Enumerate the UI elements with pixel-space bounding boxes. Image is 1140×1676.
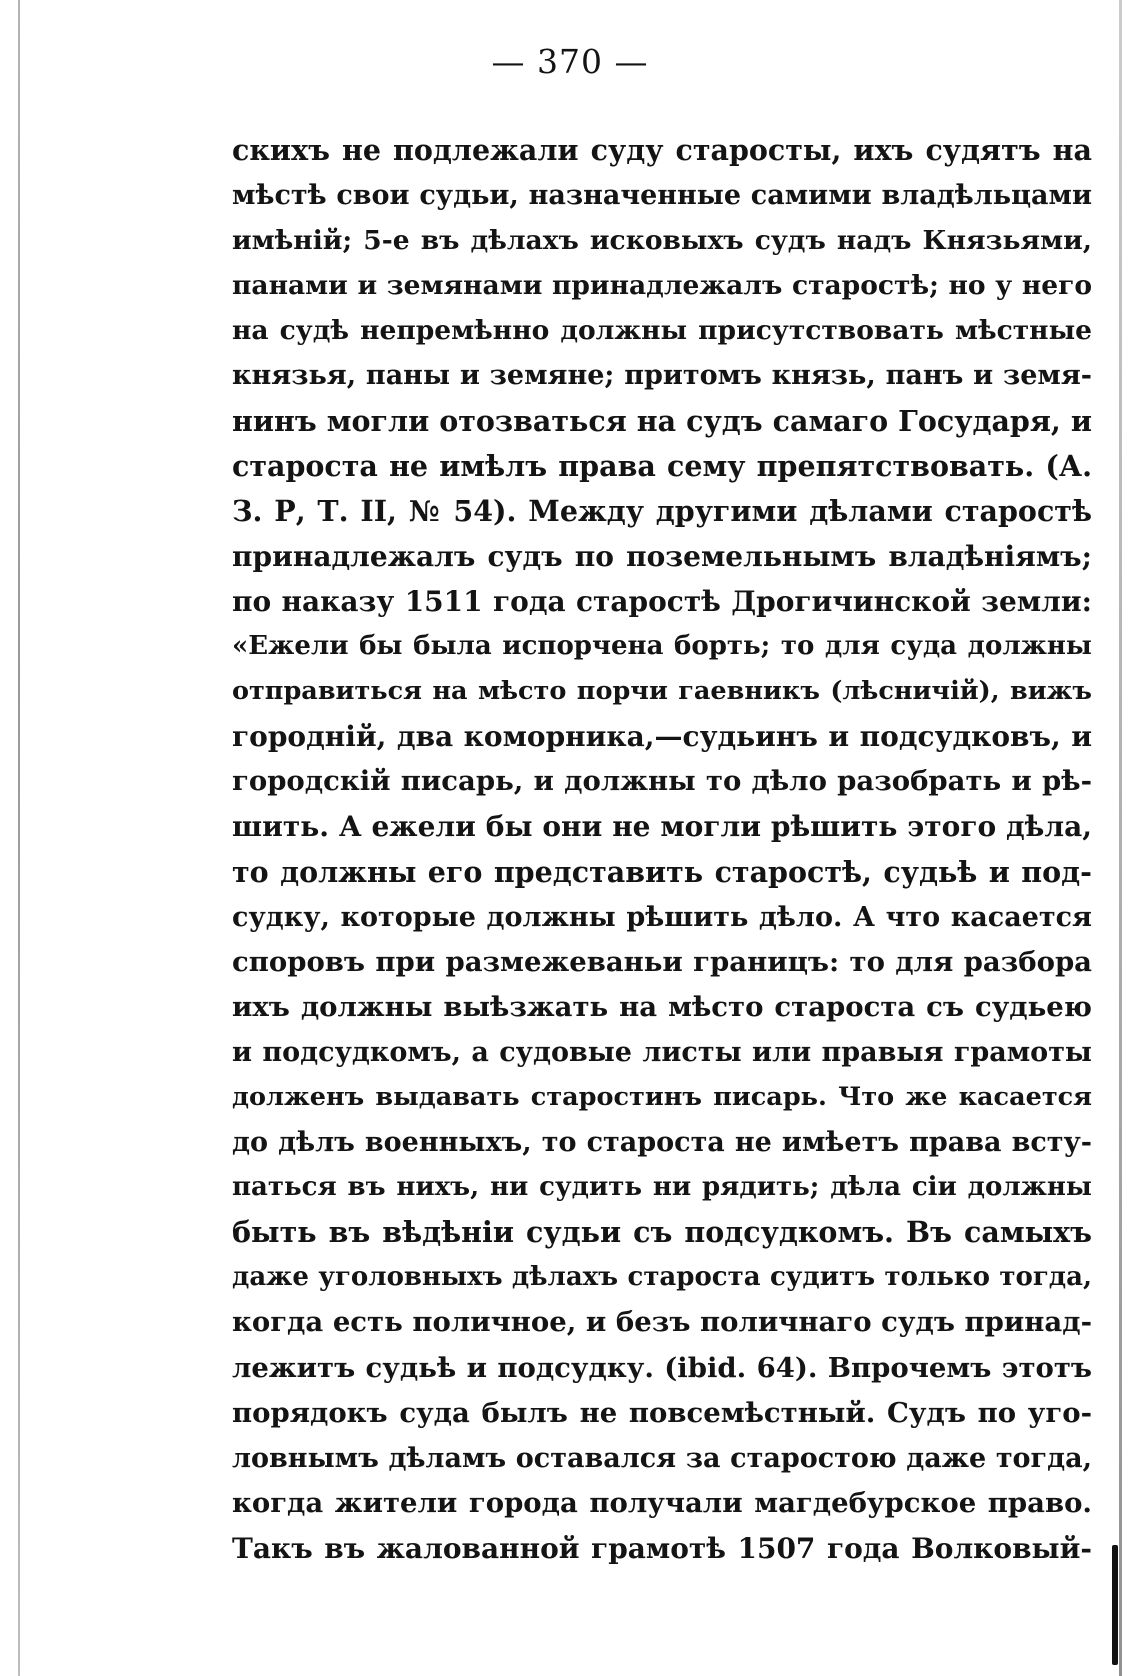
text-line-18: судку, которые должны рѣшить дѣло. А что касается bbox=[232, 901, 1092, 933]
text-line-32: Такъ въ жалованной грамотѣ 1507 года Волковый- bbox=[232, 1531, 1092, 1565]
text-line-4: панами и земянами принадлежалъ старостѣ; но у него bbox=[232, 270, 1092, 302]
text-line-24: паться въ нихъ, ни судить ни рядить; дѣла сіи должны bbox=[232, 1172, 1092, 1203]
text-line-11: по наказу 1511 года старостѣ Дрогичинской земли: bbox=[232, 584, 1092, 618]
text-line-14: городній, два коморника,—судьинъ и подсудковъ, и bbox=[232, 720, 1092, 754]
text-line-19: споровъ при размежеваньи границъ: то для разбора bbox=[232, 945, 1092, 978]
text-line-16: шить. А ежели бы они не могли рѣшить этого дѣла, bbox=[232, 810, 1092, 844]
text-line-2: мѣстѣ свои судьи, назначенные самими владѣльцами bbox=[232, 180, 1092, 212]
text-line-1: скихъ не подлежали суду старосты, ихъ судятъ на bbox=[232, 133, 1092, 167]
body-text bbox=[232, 128, 1092, 1571]
text-line-22: долженъ выдавать старостинъ писарь. Что же касается bbox=[232, 1081, 1092, 1112]
text-line-5: на судѣ непремѣнно должны присутствовать мѣстные bbox=[232, 315, 1092, 347]
text-line-7: нинъ могли отозваться на судъ самаго Государя, и bbox=[232, 403, 1092, 438]
text-line-12: «Ежели бы была испорчена борть; то для суда должны bbox=[232, 631, 1092, 662]
text-line-31: когда жители города получали магдебурское право. bbox=[232, 1486, 1092, 1519]
text-line-10: принадлежалъ судъ по поземельнымъ владѣніямъ; bbox=[232, 539, 1092, 573]
text-line-17: то должны его представить старостѣ, судьѣ и под- bbox=[232, 854, 1092, 889]
page-number: — 370 — bbox=[491, 42, 649, 81]
text-line-27: когда есть поличное, и безъ поличнаго судъ принад- bbox=[232, 1306, 1092, 1339]
text-line-15: городскій писарь, и должны то дѣло разобрать и рѣ- bbox=[232, 765, 1092, 798]
text-line-3: имѣній; 5-е въ дѣлахъ исковыхъ судъ надъ Князьями, bbox=[232, 225, 1092, 257]
binding-shadow bbox=[1112, 1545, 1118, 1665]
text-line-29: порядокъ суда былъ не повсемѣстный. Судъ по уго- bbox=[232, 1396, 1092, 1429]
text-line-20: ихъ должны выѣзжать на мѣсто староста съ судьею bbox=[232, 990, 1092, 1023]
text-line-21: и подсудкомъ, а судовые листы или правыя грамоты bbox=[232, 1036, 1092, 1068]
page-right-edge bbox=[1119, 0, 1122, 1676]
text-line-23: до дѣлъ военныхъ, то староста не имѣетъ права всту- bbox=[232, 1127, 1092, 1159]
text-line-26: даже уголовныхъ дѣлахъ староста судитъ только тогда, bbox=[232, 1262, 1092, 1293]
text-line-6: князья, паны и земяне; притомъ князь, панъ и земя- bbox=[232, 360, 1092, 392]
text-line-30: ловнымъ дѣламъ оставался за старостою даже тогда, bbox=[232, 1442, 1092, 1474]
text-line-8: староста не имѣлъ права сему препятствовать. (А. bbox=[232, 448, 1092, 483]
text-line-13: отправиться на мѣсто порчи гаевникъ (лѣсничій), вижъ bbox=[232, 676, 1092, 707]
text-line-28: лежитъ судьѣ и подсудку. (ibid. 64). Впрочемъ этотъ bbox=[232, 1351, 1092, 1384]
text-line-25: быть въ вѣдѣніи судьи съ подсудкомъ. Въ самыхъ bbox=[232, 1215, 1092, 1250]
page-left-edge bbox=[18, 0, 20, 1676]
text-line-9: З. Р, Т. II, № 54). Между другими дѣлами старостѣ bbox=[232, 493, 1092, 528]
